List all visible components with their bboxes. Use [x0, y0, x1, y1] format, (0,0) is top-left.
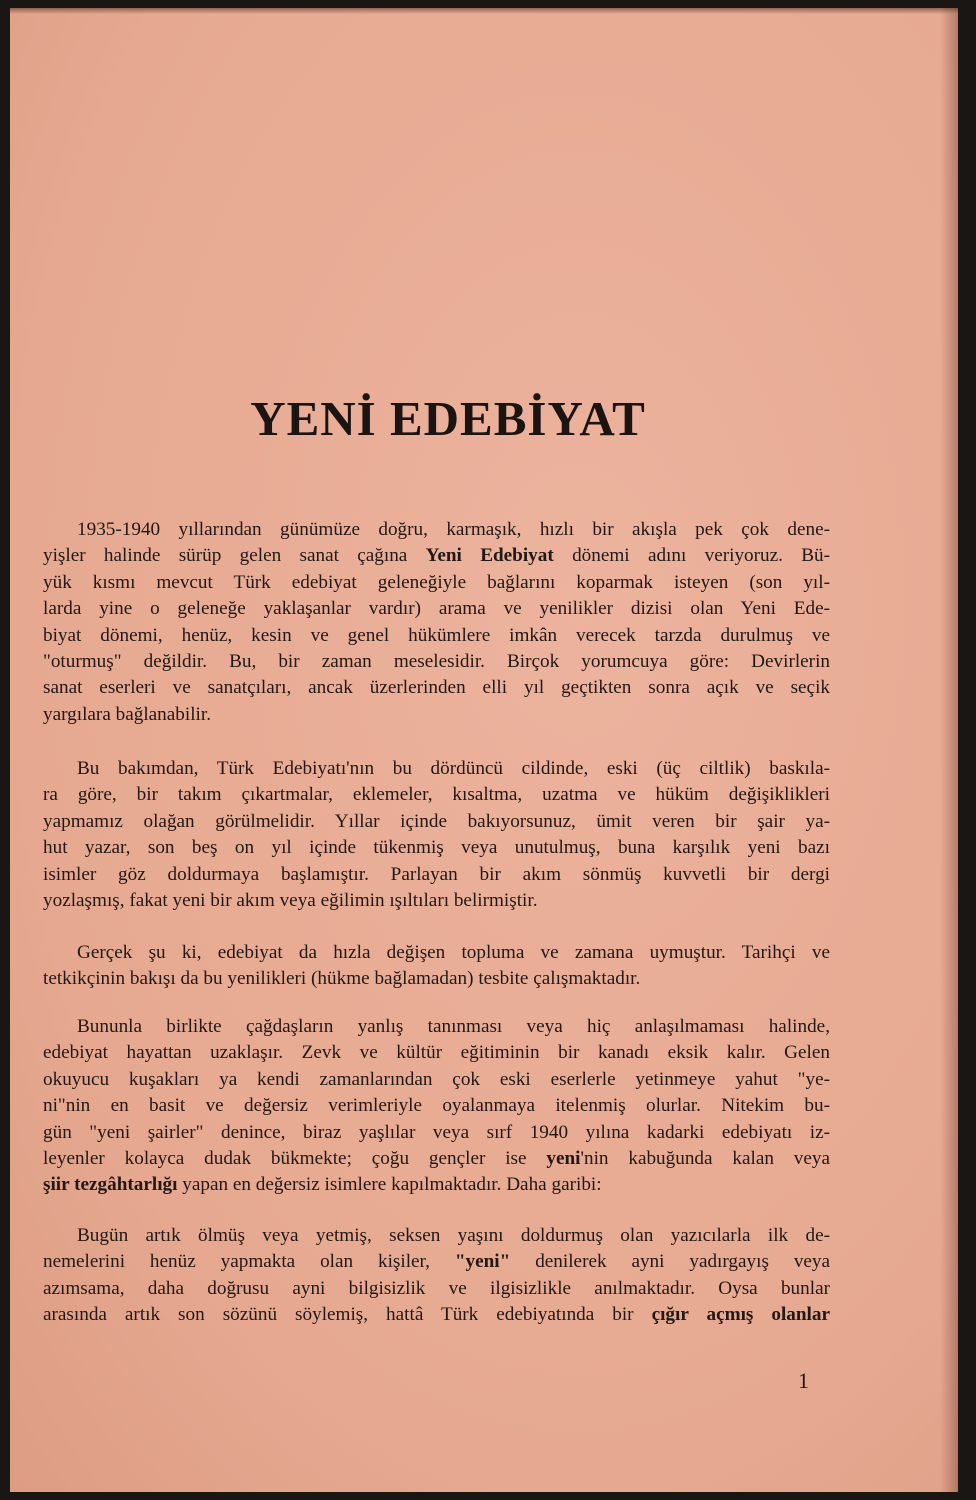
text-line: Bununla birlikte çağdaşların yanlış tanınması veya hiç anlaşılmaması halinde, — [77, 1016, 830, 1037]
text-line: Gerçek şu ki, edebiyat da hızla değişen topluma ve zamana uymuştur. Tarihçi ve — [77, 942, 830, 963]
book-page — [10, 8, 958, 1492]
text-line: yişler halinde sürüp gelen sanat çağına Yeni Edebiyat dönemi adını veriyoruz. Bü- — [43, 545, 831, 567]
text-line: okuyucu kuşakları ya kendi zamanlarından çok eski eserlerle yetinmeye yahut "ye- — [43, 1068, 830, 1090]
text-line: sanat eserleri ve sanatçıları, ancak üzerlerinden elli yıl geçtikten sonra açık ve seçik — [43, 677, 830, 699]
bold-term: "yeni" — [454, 1251, 511, 1273]
text-line: arasında artık son sözünü söylemiş, hattâ Türk edebiyatında bir çığır açmış olanlar — [43, 1304, 830, 1326]
paragraph-3 — [43, 940, 830, 993]
paragraph-1 — [43, 517, 830, 728]
text-line: Bu bakımdan, Türk Edebiyatı'nın bu dördüncü cildinde, eski (üç ciltlik) baskıla- — [77, 758, 830, 779]
text-line: nemelerini henüz yapmakta olan kişiler, "yeni" denilerek ayni yadırgayış veya — [43, 1251, 831, 1273]
text-line: hut yazar, son beş on yıl içinde tükenmiş veya unutulmuş, buna karşılık yeni bazı — [43, 837, 830, 859]
text-line: ra göre, bir takım çıkartmalar, eklemeler, kısaltma, uzatma ve hüküm değişiklikleri — [43, 784, 830, 806]
paragraph-5 — [43, 1223, 830, 1329]
text-line: yozlaşmış, fakat yeni bir akım veya eğilimin ışıltıları belirmiştir. — [43, 890, 538, 912]
page-edge-shadow — [940, 8, 958, 1492]
text-line: yargılara bağlanabilir. — [43, 703, 212, 725]
text-line: Bugün artık ölmüş veya yetmiş, seksen yaşını doldurmuş olan yazıcılarla ilk de- — [77, 1225, 830, 1246]
text-line: edebiyat hayattan uzaklaşır. Zevk ve kültür eğitiminin bir kanadı eksik kalır. Gelen — [43, 1042, 830, 1064]
text-line: yapmamız olağan görülmelidir. Yıllar içinde bakıyorsunuz, ümit veren bir şair ya- — [43, 810, 830, 832]
chapter-title: YENİ EDEBİYAT — [250, 391, 646, 446]
text-line: larda yine o geleneğe yaklaşanlar vardır) arama ve yenilikler dizisi olan Yeni Ede- — [43, 598, 830, 620]
text-line: yük kısmı mevcut Türk edebiyat geleneğiyle bağlarını koparmak isteyen (son yıl- — [43, 571, 830, 593]
paragraph-2 — [43, 756, 830, 914]
bold-term: şiir tezgâhtarlığı — [43, 1174, 178, 1196]
text-line: şiir tezgâhtarlığı yapan en değersiz isimlere kapılmaktadır. Daha garibi: — [43, 1174, 602, 1196]
bold-term: yeni — [546, 1148, 581, 1170]
text-line: isimler göz doldurmaya başlamıştır. Parlayan bir akım sönmüş kuvvetli bir dergi — [43, 863, 830, 885]
text-line: "oturmuş" değildir. Bu, bir zaman meselesidir. Birçok yorumcuya göre: Devirlerin — [43, 651, 830, 673]
page-number: 1 — [798, 1368, 809, 1393]
text-line: azımsama, daha doğrusu ayni bilgisizlik ve ilgisizlikle anılmaktadır. Oysa bunlar — [43, 1277, 830, 1299]
text-line: tetkikçinin bakışı da bu yenilikleri (hükme bağlamadan) tesbite çalışmaktadır. — [43, 968, 641, 990]
bold-term: Yeni Edebiyat — [425, 545, 554, 567]
text-line: biyat dönemi, henüz, kesin ve genel hükümlere imkân verecek tarzda durulmuş ve — [43, 624, 830, 646]
paragraph-4 — [43, 1014, 830, 1199]
text-line: leyenler kolayca dudak bükmekte; çoğu gençler ise yeni'nin kabuğunda kalan veya — [43, 1148, 831, 1170]
text-line: ni"nin en basit ve değersiz verimleriyle oyalanmaya itelenmiş olurlar. Nitekim bu- — [43, 1095, 830, 1117]
bold-term: çığır açmış olanlar — [651, 1304, 830, 1326]
text-line: 1935-1940 yıllarından günümüze doğru, karmaşık, hızlı bir akışla pek çok dene- — [77, 519, 830, 540]
page-top-shadow — [10, 8, 958, 14]
text-line: gün "yeni şairler" denince, biraz yaşlılar veya sırf 1940 yılına kadarki edebiyatı iz- — [43, 1121, 830, 1143]
